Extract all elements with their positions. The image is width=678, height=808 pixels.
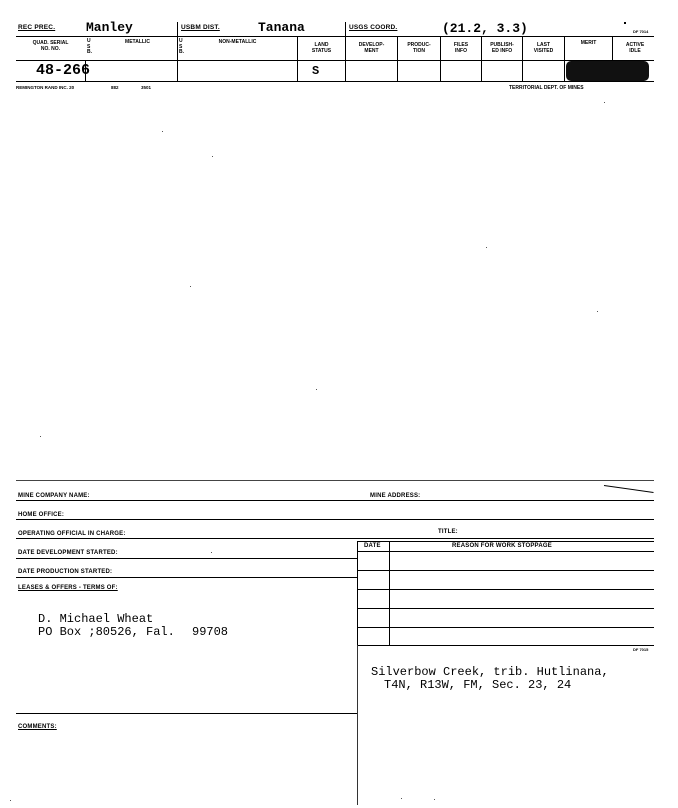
home-office-label: HOME OFFICE:	[18, 512, 65, 518]
reason-grid-line	[357, 627, 654, 628]
col-published-info: PUBLISH- ED INFO	[490, 42, 514, 54]
col-divider	[564, 36, 565, 81]
reason-grid-left	[357, 541, 358, 645]
torn-edge-stroke	[604, 485, 654, 493]
lessee-name: D. Michael Wheat	[38, 612, 154, 626]
speck	[212, 156, 213, 157]
col-usbm-metallic: U S B.	[87, 38, 92, 55]
date-production-label: DATE PRODUCTION STARTED:	[18, 569, 113, 575]
col-usbm-nonmetallic: U S B.	[179, 38, 184, 55]
redaction-box	[566, 61, 649, 81]
speck	[10, 800, 11, 801]
title-label: TITLE:	[438, 529, 458, 535]
speck	[597, 311, 598, 312]
reason-grid-line	[357, 570, 654, 571]
col-production: PRODUC- TION	[407, 42, 431, 54]
header-row-divider	[16, 36, 654, 37]
printer-code-2: 3501	[141, 85, 152, 90]
department-imprint: TERRITORIAL DEPT. OF MINES	[509, 85, 584, 91]
col-divider	[440, 36, 441, 81]
operating-official-label: OPERATING OFFICIAL IN CHARGE:	[18, 531, 126, 537]
speck	[211, 552, 212, 553]
col-divider	[297, 36, 298, 81]
col-active-idle: ACTIVE IDLE	[625, 42, 645, 54]
speck	[604, 102, 605, 103]
col-development: DEVELOP- MENT	[358, 42, 385, 54]
form-line	[16, 538, 654, 539]
col-files-info: FILES INFO	[453, 42, 469, 54]
col-divider	[481, 36, 482, 81]
quad-serial-value: 48-266	[36, 62, 91, 79]
location-line-1: Silverbow Creek, trib. Hutlinana,	[371, 665, 609, 679]
printer-code-1: 882	[111, 85, 119, 90]
col-nonmetallic: NON-METALLIC	[218, 39, 257, 45]
col-divider	[522, 36, 523, 81]
col-divider	[345, 22, 346, 81]
rec-prec-label: REC PREC.	[18, 24, 56, 31]
col-land-status: LAND STATUS	[311, 42, 332, 54]
usbm-dist-value: Tanana	[258, 20, 305, 35]
speck	[316, 389, 317, 390]
location-line-2: T4N, R13W, FM, Sec. 23, 24	[384, 678, 572, 692]
usgs-coord-label: USGS COORD.	[349, 24, 398, 31]
form-line	[16, 577, 357, 578]
speck	[162, 131, 163, 132]
reason-grid-line	[357, 589, 654, 590]
land-status-value: S	[312, 64, 320, 78]
lessee-po-box: PO Box ;80526, Fal.	[38, 625, 175, 639]
col-merit: MERIT	[580, 40, 597, 46]
comments-top-line	[16, 713, 357, 714]
col-last-visited: LAST VISITED	[533, 42, 554, 54]
form-number-bottom: DF 7015	[633, 647, 649, 652]
reason-grid-bottom	[357, 645, 654, 646]
speck	[401, 798, 402, 799]
reason-grid-header-line	[357, 551, 654, 552]
form-line	[16, 519, 654, 520]
speck	[40, 436, 41, 437]
table-bottom-line	[16, 81, 654, 82]
comments-divider	[357, 645, 358, 805]
speck	[434, 799, 435, 800]
form-top-line	[16, 480, 654, 481]
col-divider	[397, 36, 398, 81]
lessee-zip: 99708	[192, 625, 229, 639]
mark-dot	[624, 22, 626, 24]
speck	[190, 286, 191, 287]
column-header-divider	[16, 60, 654, 61]
date-development-label: DATE DEVELOPMENT STARTED:	[18, 550, 118, 556]
col-quad-serial: QUAD. SERIAL NO. NO.	[32, 40, 69, 52]
rec-prec-value: Manley	[86, 20, 133, 35]
reason-grid-top	[357, 541, 654, 542]
form-number-top: DF 7014	[633, 29, 649, 34]
col-metallic: METALLIC	[125, 39, 150, 45]
reason-column-label: REASON FOR WORK STOPPAGE	[452, 543, 552, 549]
reason-grid-date-divider	[389, 541, 390, 645]
date-column-label: DATE	[364, 543, 381, 549]
form-line	[16, 500, 654, 501]
comments-label: COMMENTS:	[18, 724, 57, 730]
form-line	[16, 558, 357, 559]
reason-grid-line	[357, 608, 654, 609]
mine-company-label: MINE COMPANY NAME:	[18, 493, 90, 499]
printer-imprint: REMINGTON RAND INC. 20	[16, 85, 75, 90]
mine-address-label: MINE ADDRESS:	[370, 493, 421, 499]
speck	[486, 247, 487, 248]
col-divider	[177, 22, 178, 81]
leases-offers-label: LEASES & OFFERS - TERMS OF:	[18, 585, 118, 591]
usbm-dist-label: USBM DIST.	[181, 24, 220, 31]
usgs-coord-value: (21.2, 3.3)	[442, 21, 528, 36]
